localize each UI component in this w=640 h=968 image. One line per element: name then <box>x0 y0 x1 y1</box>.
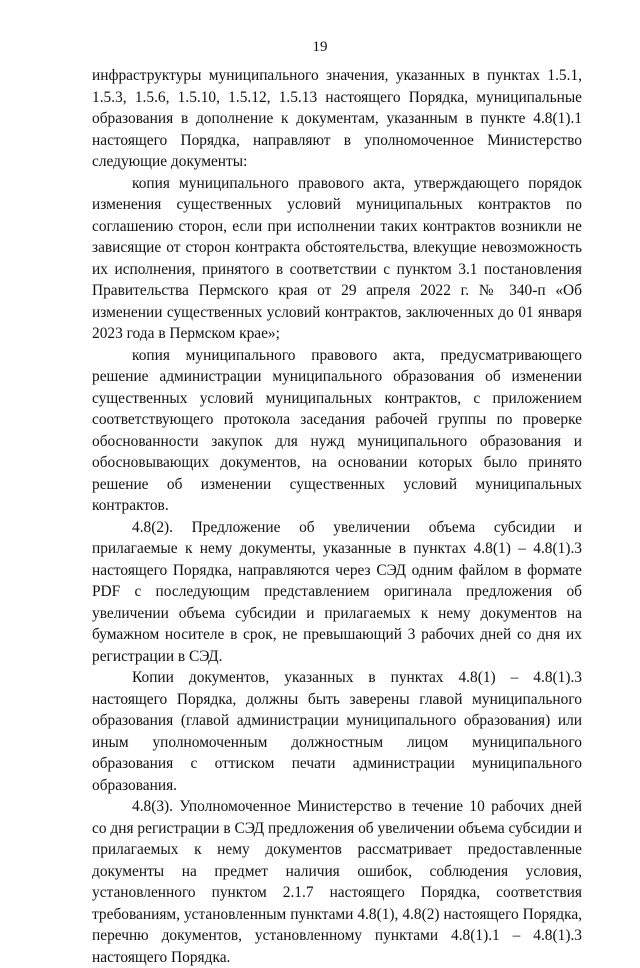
paragraph-4-8-2: 4.8(2). Предложение об увеличении объема субсидии и прилагаемые к нему документы, указанные в пунктах 4.8(1) – 4.8(1).3 настоящего Порядка, направляются через СЭД одним файлом в формате PDF с последующим представлением оригинала предложения об увеличении объема субсидии и прилагаемых к нему документов на бумажном носителе в срок, не превышающий 3 рабочих дней со дня их регистрации в СЭД. <box>92 518 582 665</box>
paragraph-4-8-3: 4.8(3). Уполномоченное Министерство в течение 10 рабочих дней со дня регистрации в СЭД предложения об увеличении объема субсидии и прилагаемых к нему документов рассматривает предоставленные документы на предмет наличия ошибок, соблюдения условия, установленного пунктом 2.1.7 настоящего Порядка, соответствия требованиям, установленным пунктами 4.8(1), 4.8(2) настоящего Порядка, перечню документов, установленному пунктами 4.8(1).1 – 4.8(1).3 настоящего Порядка. <box>92 798 582 966</box>
paragraph-copy-act-procedure: копия муниципального правового акта, утверждающего порядок изменения существенных условий муниципальных контрактов по соглашению сторон, если при исполнении таких контрактов возникли не зависящие от сторон контракта обстоятельства, влекущие невозможность их исполнения, принятого в соответствии с пунктом 3.1 постановления Правительства Пермского края от 29 апреля 2022 г. № 340-п «Об изменении существенных условий контрактов, заключенных до 01 января 2023 года в Пермском крае»; <box>92 174 582 342</box>
paragraph-copies-certification: Копии документов, указанных в пунктах 4.8(1) – 4.8(1).3 настоящего Порядка, должны быть заверены главой муниципального образования (главой администрации муниципального образования) или иным уполномоченным должностным лицом муниципального образования с оттиском печати администрации муниципального образования. <box>92 669 582 794</box>
document-body <box>92 65 582 968</box>
page-number: 19 <box>312 39 328 55</box>
paragraph-continuation: инфраструктуры муниципального значения, указанных в пунктах 1.5.1, 1.5.3, 1.5.6, 1.5.10, 1.5.12, 1.5.13 настоящего Порядка, муниципальные образования в дополнение к документам, указанным в пункте 4.8(1).1 настоящего Порядка, направляют в уполномоченное Министерство следующие документы: <box>92 67 582 170</box>
paragraph-copy-act-decision: копия муниципального правового акта, предусматривающего решение администрации муниципального образования об изменении существенных условий муниципальных контрактов, с приложением соответствующего протокола заседания рабочей группы по проверке обоснованности закупок для нужд муниципального образования и обосновывающих документов, на основании которых было принято решение об изменении существенных условий муниципальных контрактов. <box>92 346 582 514</box>
